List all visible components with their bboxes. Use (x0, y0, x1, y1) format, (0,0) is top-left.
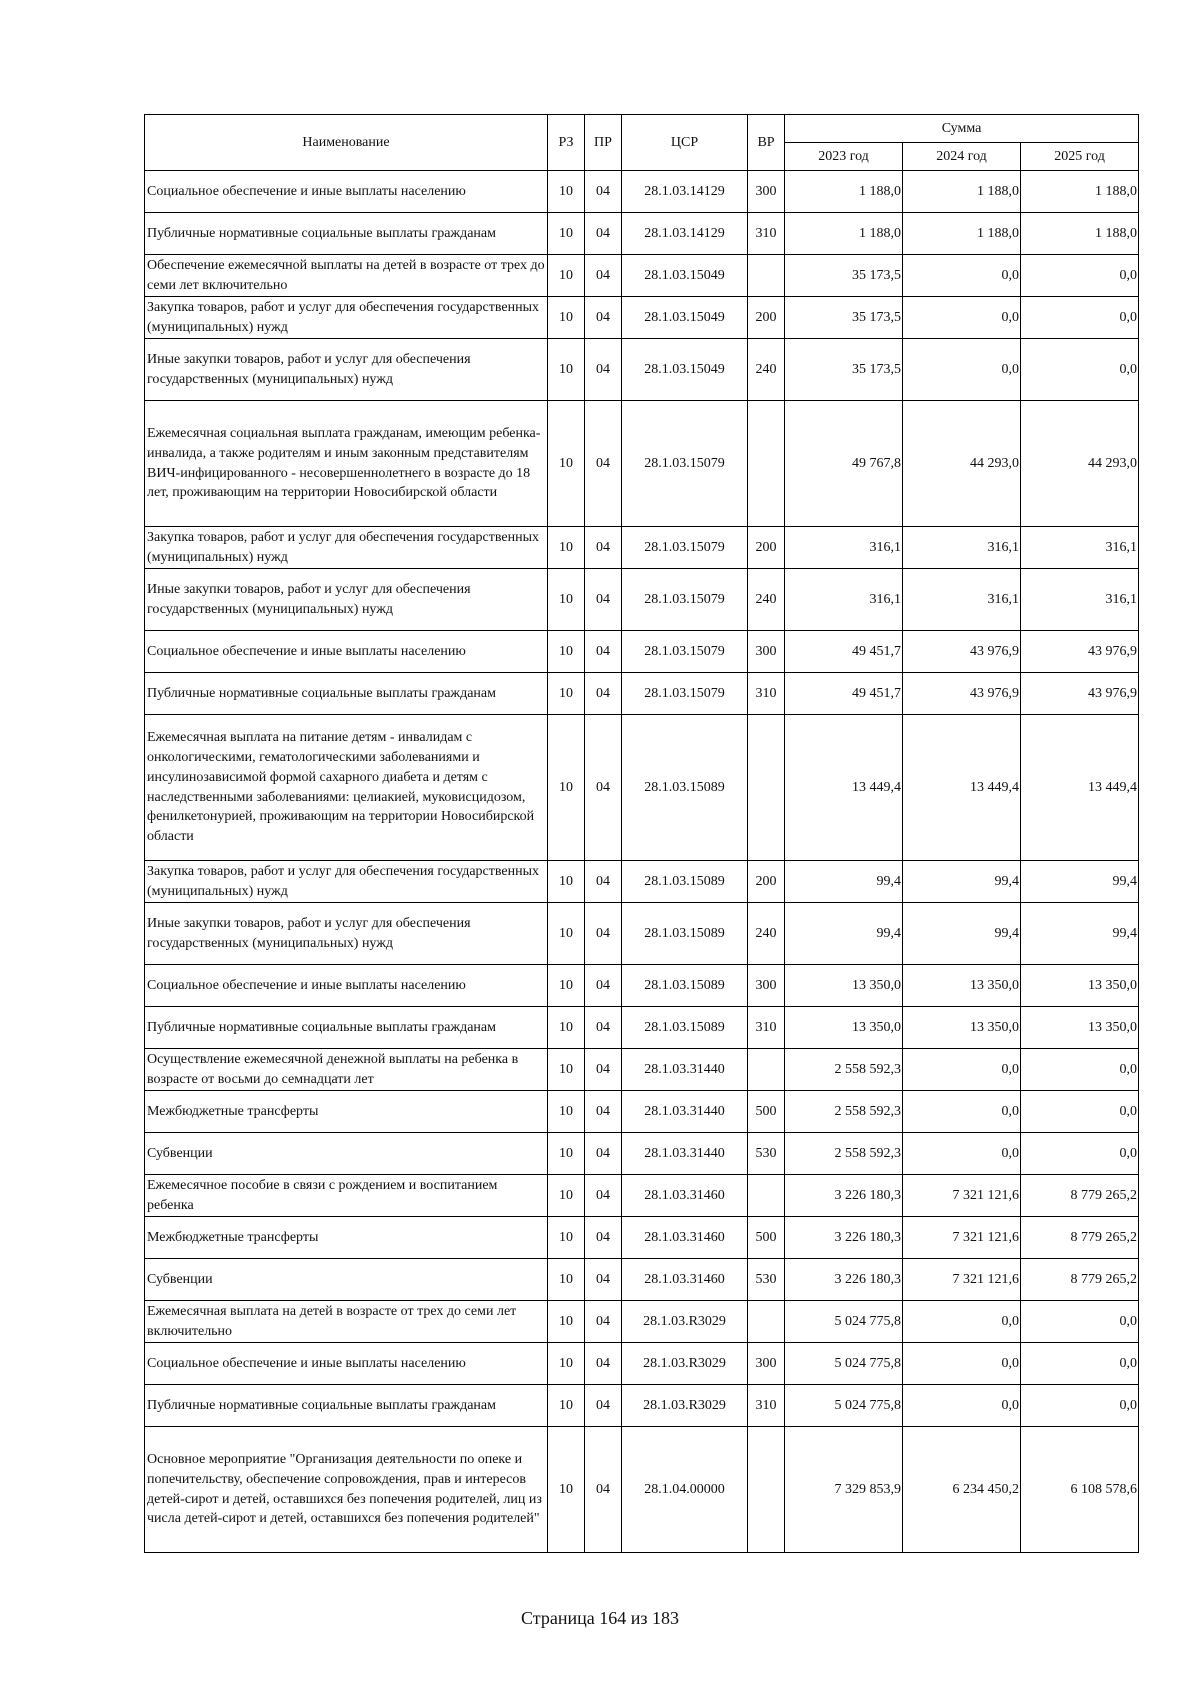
cell-vr: 530 (748, 1133, 785, 1175)
cell-rz: 10 (548, 631, 585, 673)
table-row (145, 1385, 1139, 1427)
cell-2025: 43 976,9 (1021, 631, 1139, 673)
table-row (145, 1343, 1139, 1385)
cell-name: Ежемесячная выплата на детей в возрасте от трех до семи лет включительно (145, 1301, 548, 1343)
cell-csr: 28.1.03.31460 (622, 1175, 748, 1217)
cell-rz: 10 (548, 1427, 585, 1553)
cell-name: Публичные нормативные социальные выплаты гражданам (145, 1007, 548, 1049)
cell-2024: 13 350,0 (903, 965, 1021, 1007)
table-row (145, 339, 1139, 401)
cell-rz: 10 (548, 1301, 585, 1343)
cell-csr: 28.1.03.15079 (622, 569, 748, 631)
cell-pr: 04 (585, 1343, 622, 1385)
header-year-2023: 2023 год (785, 143, 903, 171)
table-row (145, 255, 1139, 297)
cell-rz: 10 (548, 171, 585, 213)
cell-2023: 3 226 180,3 (785, 1175, 903, 1217)
cell-csr: 28.1.03.15089 (622, 861, 748, 903)
cell-vr: 300 (748, 1343, 785, 1385)
cell-pr: 04 (585, 715, 622, 861)
cell-2023: 316,1 (785, 569, 903, 631)
header-sum: Сумма (785, 115, 1139, 143)
cell-vr (748, 401, 785, 527)
cell-pr: 04 (585, 401, 622, 527)
cell-rz: 10 (548, 213, 585, 255)
cell-vr: 310 (748, 1385, 785, 1427)
cell-pr: 04 (585, 1175, 622, 1217)
cell-csr: 28.1.03.15049 (622, 255, 748, 297)
table-row (145, 527, 1139, 569)
cell-rz: 10 (548, 1175, 585, 1217)
cell-name: Публичные нормативные социальные выплаты гражданам (145, 1385, 548, 1427)
cell-vr (748, 255, 785, 297)
cell-pr: 04 (585, 297, 622, 339)
cell-2023: 49 767,8 (785, 401, 903, 527)
cell-csr: 28.1.03.14129 (622, 213, 748, 255)
cell-2024: 0,0 (903, 1133, 1021, 1175)
cell-2025: 13 449,4 (1021, 715, 1139, 861)
cell-2024: 1 188,0 (903, 213, 1021, 255)
table-row (145, 1427, 1139, 1553)
cell-name: Социальное обеспечение и иные выплаты населению (145, 1343, 548, 1385)
cell-2024: 0,0 (903, 1301, 1021, 1343)
cell-vr (748, 715, 785, 861)
table-row (145, 1259, 1139, 1301)
table-body (145, 171, 1139, 1553)
cell-2024: 1 188,0 (903, 171, 1021, 213)
table-row (145, 171, 1139, 213)
cell-csr: 28.1.03.15079 (622, 527, 748, 569)
cell-2025: 8 779 265,2 (1021, 1259, 1139, 1301)
cell-vr: 500 (748, 1217, 785, 1259)
table-row (145, 1175, 1139, 1217)
cell-vr: 240 (748, 339, 785, 401)
table-row (145, 861, 1139, 903)
table-row (145, 1217, 1139, 1259)
cell-2025: 0,0 (1021, 255, 1139, 297)
cell-pr: 04 (585, 631, 622, 673)
cell-2023: 1 188,0 (785, 171, 903, 213)
cell-vr: 300 (748, 171, 785, 213)
cell-name: Публичные нормативные социальные выплаты гражданам (145, 213, 548, 255)
cell-2025: 0,0 (1021, 339, 1139, 401)
cell-rz: 10 (548, 1217, 585, 1259)
header-rz: РЗ (548, 115, 585, 171)
header-year-2024: 2024 год (903, 143, 1021, 171)
cell-2025: 1 188,0 (1021, 213, 1139, 255)
cell-name: Закупка товаров, работ и услуг для обеспечения государственных (муниципальных) нужд (145, 297, 548, 339)
cell-2023: 5 024 775,8 (785, 1343, 903, 1385)
cell-csr: 28.1.03.31460 (622, 1217, 748, 1259)
cell-2024: 44 293,0 (903, 401, 1021, 527)
cell-pr: 04 (585, 255, 622, 297)
cell-pr: 04 (585, 1259, 622, 1301)
cell-name: Социальное обеспечение и иные выплаты населению (145, 171, 548, 213)
cell-2023: 316,1 (785, 527, 903, 569)
cell-pr: 04 (585, 1049, 622, 1091)
cell-2023: 49 451,7 (785, 673, 903, 715)
cell-2023: 1 188,0 (785, 213, 903, 255)
cell-rz: 10 (548, 673, 585, 715)
cell-csr: 28.1.03.R3029 (622, 1301, 748, 1343)
cell-name: Закупка товаров, работ и услуг для обеспечения государственных (муниципальных) нужд (145, 861, 548, 903)
cell-vr: 310 (748, 1007, 785, 1049)
cell-2025: 316,1 (1021, 527, 1139, 569)
cell-csr: 28.1.03.14129 (622, 171, 748, 213)
cell-pr: 04 (585, 1091, 622, 1133)
cell-rz: 10 (548, 339, 585, 401)
cell-name: Осуществление ежемесячной денежной выплаты на ребенка в возрасте от восьми до семнадцати лет (145, 1049, 548, 1091)
cell-vr: 300 (748, 965, 785, 1007)
cell-name: Межбюджетные трансферты (145, 1091, 548, 1133)
cell-vr: 240 (748, 569, 785, 631)
cell-2024: 43 976,9 (903, 631, 1021, 673)
cell-vr: 310 (748, 673, 785, 715)
cell-2025: 0,0 (1021, 1385, 1139, 1427)
cell-rz: 10 (548, 1385, 585, 1427)
table-row (145, 673, 1139, 715)
cell-rz: 10 (548, 255, 585, 297)
table-row (145, 1301, 1139, 1343)
cell-2025: 316,1 (1021, 569, 1139, 631)
cell-2023: 5 024 775,8 (785, 1301, 903, 1343)
cell-vr: 200 (748, 297, 785, 339)
cell-2025: 8 779 265,2 (1021, 1175, 1139, 1217)
cell-2024: 99,4 (903, 861, 1021, 903)
cell-2024: 13 449,4 (903, 715, 1021, 861)
cell-2024: 0,0 (903, 255, 1021, 297)
cell-2023: 5 024 775,8 (785, 1385, 903, 1427)
cell-rz: 10 (548, 1133, 585, 1175)
cell-2025: 13 350,0 (1021, 965, 1139, 1007)
cell-vr (748, 1049, 785, 1091)
budget-table (144, 114, 1139, 1553)
cell-csr: 28.1.03.R3029 (622, 1385, 748, 1427)
cell-2023: 2 558 592,3 (785, 1133, 903, 1175)
table-row (145, 1049, 1139, 1091)
cell-2025: 0,0 (1021, 1049, 1139, 1091)
cell-2025: 6 108 578,6 (1021, 1427, 1139, 1553)
cell-2024: 6 234 450,2 (903, 1427, 1021, 1553)
cell-csr: 28.1.03.15049 (622, 339, 748, 401)
cell-name: Межбюджетные трансферты (145, 1217, 548, 1259)
table-header (145, 115, 1139, 171)
cell-csr: 28.1.04.00000 (622, 1427, 748, 1553)
cell-pr: 04 (585, 903, 622, 965)
cell-2025: 13 350,0 (1021, 1007, 1139, 1049)
cell-2025: 1 188,0 (1021, 171, 1139, 213)
cell-csr: 28.1.03.15089 (622, 965, 748, 1007)
cell-2023: 2 558 592,3 (785, 1091, 903, 1133)
cell-2025: 0,0 (1021, 1301, 1139, 1343)
table-row (145, 903, 1139, 965)
header-csr: ЦСР (622, 115, 748, 171)
cell-name: Иные закупки товаров, работ и услуг для обеспечения государственных (муниципальных) нужд (145, 569, 548, 631)
cell-2024: 99,4 (903, 903, 1021, 965)
cell-name: Социальное обеспечение и иные выплаты населению (145, 965, 548, 1007)
cell-2023: 2 558 592,3 (785, 1049, 903, 1091)
cell-name: Иные закупки товаров, работ и услуг для обеспечения государственных (муниципальных) нужд (145, 339, 548, 401)
cell-vr (748, 1175, 785, 1217)
cell-csr: 28.1.03.31440 (622, 1133, 748, 1175)
cell-pr: 04 (585, 1217, 622, 1259)
cell-2024: 0,0 (903, 1385, 1021, 1427)
table-row (145, 213, 1139, 255)
cell-csr: 28.1.03.15089 (622, 715, 748, 861)
cell-vr (748, 1301, 785, 1343)
cell-vr (748, 1427, 785, 1553)
table-row (145, 401, 1139, 527)
cell-name: Закупка товаров, работ и услуг для обеспечения государственных (муниципальных) нужд (145, 527, 548, 569)
cell-name: Социальное обеспечение и иные выплаты населению (145, 631, 548, 673)
cell-2024: 7 321 121,6 (903, 1217, 1021, 1259)
cell-pr: 04 (585, 673, 622, 715)
cell-csr: 28.1.03.15049 (622, 297, 748, 339)
cell-pr: 04 (585, 1007, 622, 1049)
cell-2024: 7 321 121,6 (903, 1175, 1021, 1217)
cell-2023: 35 173,5 (785, 339, 903, 401)
cell-2024: 0,0 (903, 1049, 1021, 1091)
table-row (145, 297, 1139, 339)
table-row (145, 1007, 1139, 1049)
cell-2024: 316,1 (903, 569, 1021, 631)
cell-2023: 7 329 853,9 (785, 1427, 903, 1553)
cell-2023: 13 350,0 (785, 1007, 903, 1049)
cell-2023: 99,4 (785, 861, 903, 903)
cell-2023: 99,4 (785, 903, 903, 965)
cell-csr: 28.1.03.31440 (622, 1091, 748, 1133)
cell-name: Субвенции (145, 1259, 548, 1301)
cell-vr: 240 (748, 903, 785, 965)
cell-2025: 0,0 (1021, 1133, 1139, 1175)
table-row (145, 631, 1139, 673)
cell-2025: 8 779 265,2 (1021, 1217, 1139, 1259)
cell-pr: 04 (585, 171, 622, 213)
cell-rz: 10 (548, 965, 585, 1007)
table-row (145, 715, 1139, 861)
cell-vr: 300 (748, 631, 785, 673)
cell-pr: 04 (585, 1385, 622, 1427)
cell-name: Обеспечение ежемесячной выплаты на детей в возрасте от трех до семи лет включительно (145, 255, 548, 297)
cell-rz: 10 (548, 1007, 585, 1049)
header-vr: ВР (748, 115, 785, 171)
cell-csr: 28.1.03.31460 (622, 1259, 748, 1301)
cell-2023: 35 173,5 (785, 255, 903, 297)
cell-rz: 10 (548, 1091, 585, 1133)
cell-rz: 10 (548, 569, 585, 631)
header-name: Наименование (145, 115, 548, 171)
cell-2023: 49 451,7 (785, 631, 903, 673)
cell-rz: 10 (548, 527, 585, 569)
cell-2023: 35 173,5 (785, 297, 903, 339)
cell-csr: 28.1.03.15079 (622, 631, 748, 673)
cell-2024: 0,0 (903, 1091, 1021, 1133)
cell-vr: 310 (748, 213, 785, 255)
cell-rz: 10 (548, 1343, 585, 1385)
cell-name: Субвенции (145, 1133, 548, 1175)
table-row (145, 1091, 1139, 1133)
cell-vr: 200 (748, 861, 785, 903)
cell-vr: 200 (748, 527, 785, 569)
cell-rz: 10 (548, 401, 585, 527)
table-row (145, 569, 1139, 631)
cell-2025: 43 976,9 (1021, 673, 1139, 715)
cell-name: Публичные нормативные социальные выплаты гражданам (145, 673, 548, 715)
cell-rz: 10 (548, 1259, 585, 1301)
cell-2025: 44 293,0 (1021, 401, 1139, 527)
cell-name: Ежемесячное пособие в связи с рождением и воспитанием ребенка (145, 1175, 548, 1217)
cell-csr: 28.1.03.15089 (622, 903, 748, 965)
cell-name: Ежемесячная выплата на питание детям - инвалидам с онкологическими, гематологическими заболеваниями и инсулинозависимой формой сахарного диабета и детям с наследственными заболеваниями: целиакией, муковисцидозом, фенилкетонурией, проживающим на территории Новосибирской области (145, 715, 548, 861)
cell-pr: 04 (585, 213, 622, 255)
cell-name: Иные закупки товаров, работ и услуг для обеспечения государственных (муниципальных) нужд (145, 903, 548, 965)
header-pr: ПР (585, 115, 622, 171)
cell-vr: 530 (748, 1259, 785, 1301)
cell-csr: 28.1.03.R3029 (622, 1343, 748, 1385)
cell-2025: 99,4 (1021, 903, 1139, 965)
cell-2024: 316,1 (903, 527, 1021, 569)
table-row (145, 1133, 1139, 1175)
cell-pr: 04 (585, 339, 622, 401)
cell-2024: 13 350,0 (903, 1007, 1021, 1049)
cell-rz: 10 (548, 297, 585, 339)
cell-csr: 28.1.03.15089 (622, 1007, 748, 1049)
cell-csr: 28.1.03.31440 (622, 1049, 748, 1091)
cell-2025: 0,0 (1021, 1343, 1139, 1385)
cell-2024: 43 976,9 (903, 673, 1021, 715)
header-year-2025: 2025 год (1021, 143, 1139, 171)
cell-pr: 04 (585, 569, 622, 631)
cell-2023: 13 449,4 (785, 715, 903, 861)
cell-pr: 04 (585, 965, 622, 1007)
page-number: Страница 164 из 183 (521, 1608, 679, 1628)
cell-2023: 3 226 180,3 (785, 1259, 903, 1301)
cell-2025: 0,0 (1021, 297, 1139, 339)
cell-pr: 04 (585, 1427, 622, 1553)
cell-pr: 04 (585, 1301, 622, 1343)
cell-rz: 10 (548, 903, 585, 965)
cell-pr: 04 (585, 861, 622, 903)
cell-2024: 7 321 121,6 (903, 1259, 1021, 1301)
cell-rz: 10 (548, 861, 585, 903)
cell-2024: 0,0 (903, 339, 1021, 401)
cell-rz: 10 (548, 715, 585, 861)
cell-csr: 28.1.03.15079 (622, 673, 748, 715)
table-row (145, 965, 1139, 1007)
cell-csr: 28.1.03.15079 (622, 401, 748, 527)
cell-name: Ежемесячная социальная выплата гражданам, имеющим ребенка-инвалида, а также родителям и иным законным представителям ВИЧ-инфицированного - несовершеннолетнего в возрасте до 18 лет, проживающим на территории Новосибирской области (145, 401, 548, 527)
cell-2025: 0,0 (1021, 1091, 1139, 1133)
cell-pr: 04 (585, 1133, 622, 1175)
cell-2025: 99,4 (1021, 861, 1139, 903)
cell-2023: 13 350,0 (785, 965, 903, 1007)
cell-pr: 04 (585, 527, 622, 569)
cell-2023: 3 226 180,3 (785, 1217, 903, 1259)
cell-name: Основное мероприятие "Организация деятельности по опеке и попечительству, обеспечение сопровождения, прав и интересов детей-сирот и детей, оставшихся без попечения родителей, лиц из числа детей-сирот и детей, оставшихся без попечения родителей" (145, 1427, 548, 1553)
cell-rz: 10 (548, 1049, 585, 1091)
cell-vr: 500 (748, 1091, 785, 1133)
cell-2024: 0,0 (903, 297, 1021, 339)
cell-2024: 0,0 (903, 1343, 1021, 1385)
